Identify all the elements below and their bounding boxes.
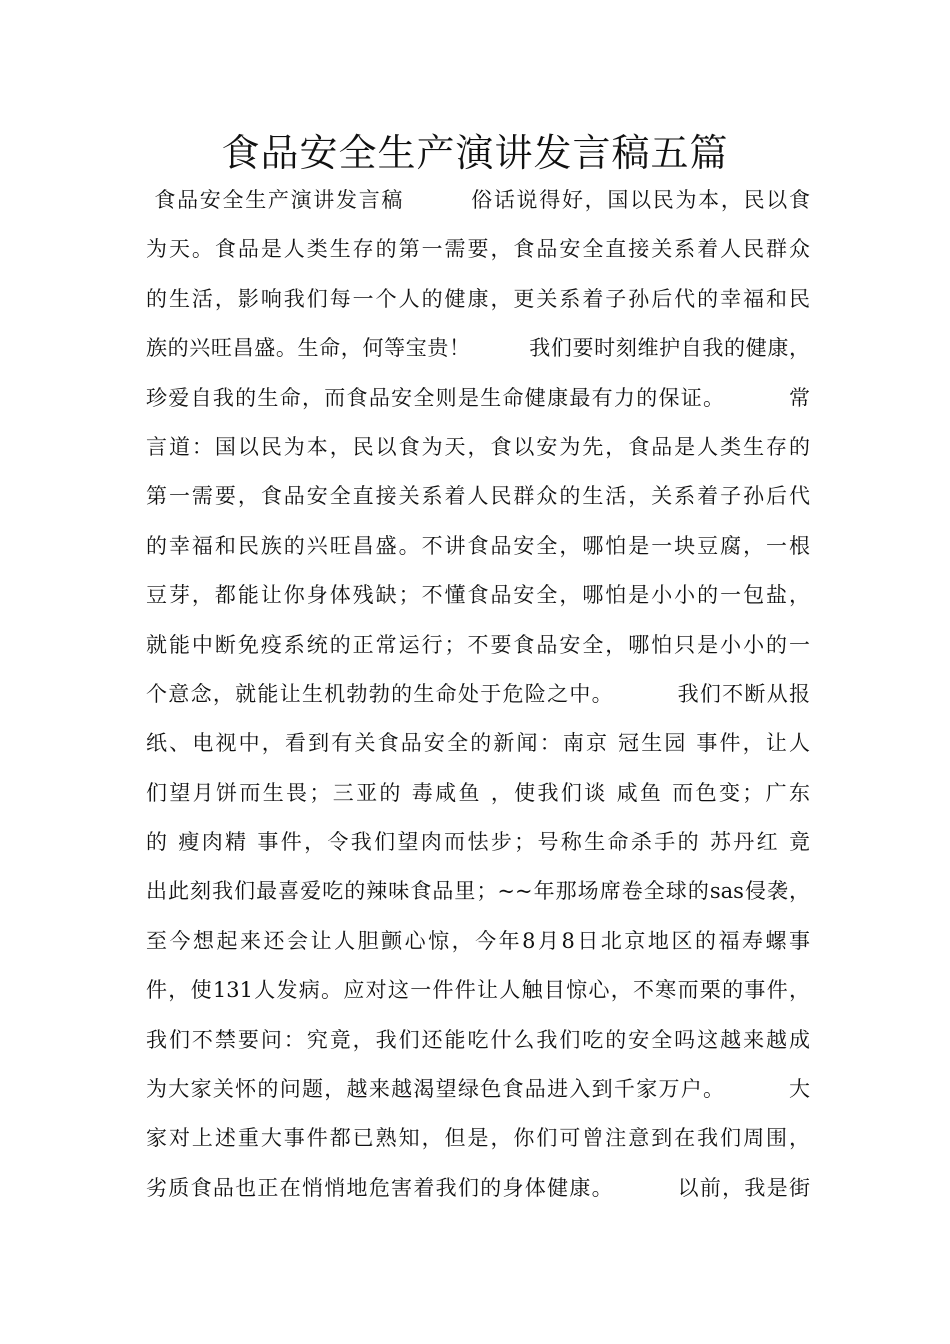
body-line: 珍爱自我的生命，而食品安全则是生命健康最有力的保证。 常 xyxy=(146,385,810,410)
body-line: 出此刻我们最喜爱吃的辣味食品里；~~年那场席卷全球的sas侵袭， xyxy=(146,879,810,904)
body-line: 至今想起来还会让人胆颤心惊，今年8月8日北京地区的福寿螺事 xyxy=(146,928,810,953)
body-line: 们望月饼而生畏；三亚的 毒咸鱼 ，使我们谈 咸鱼 而色变；广东 xyxy=(146,780,810,805)
body-line: 第一需要，食品安全直接关系着人民群众的生活，关系着子孙后代 xyxy=(146,484,810,509)
body-line: 为大家关怀的问题，越来越渴望绿色食品进入到千家万户。 大 xyxy=(146,1077,810,1102)
body-line: 豆芽，都能让你身体残缺；不懂食品安全，哪怕是小小的一包盐， xyxy=(146,583,810,608)
body-line: 家对上述重大事件都已熟知，但是，你们可曾注意到在我们周围， xyxy=(146,1126,810,1151)
body-line: 的 瘦肉精 事件，令我们望肉而怯步；号称生命杀手的 苏丹红 竟 xyxy=(146,830,810,855)
body-line: 食品安全生产演讲发言稿 俗话说得好，国以民为本，民以食 xyxy=(146,188,810,212)
document-title: 食品安全生产演讲发言稿五篇 xyxy=(221,131,729,175)
body-line: 件，使131人发病。应对这一件件让人触目惊心，不寒而栗的事件， xyxy=(146,978,810,1003)
body-line: 我们不禁要问：究竟，我们还能吃什么我们吃的安全吗这越来越成 xyxy=(146,1027,810,1052)
body-line: 劣质食品也正在悄悄地危害着我们的身体健康。 以前，我是街 xyxy=(146,1175,810,1200)
body-line: 族的兴旺昌盛。生命，何等宝贵！ 我们要时刻维护自我的健康， xyxy=(146,336,810,361)
body-line: 为天。食品是人类生存的第一需要，食品安全直接关系着人民群众 xyxy=(146,237,810,262)
body-line: 言道：国以民为本，民以食为天，食以安为先，食品是人类生存的 xyxy=(146,434,810,459)
document-body xyxy=(146,182,810,1219)
body-line: 的生活，影响我们每一个人的健康，更关系着子孙后代的幸福和民 xyxy=(146,286,810,311)
body-line: 就能中断免疫系统的正常运行；不要食品安全，哪怕只是小小的一 xyxy=(146,632,810,657)
body-line: 纸、电视中，看到有关食品安全的新闻：南京 冠生园 事件，让人 xyxy=(146,731,810,756)
body-line: 个意念，就能让生机勃勃的生命处于危险之中。 我们不断从报 xyxy=(146,681,810,706)
body-line: 的幸福和民族的兴旺昌盛。不讲食品安全，哪怕是一块豆腐，一根 xyxy=(146,533,810,558)
